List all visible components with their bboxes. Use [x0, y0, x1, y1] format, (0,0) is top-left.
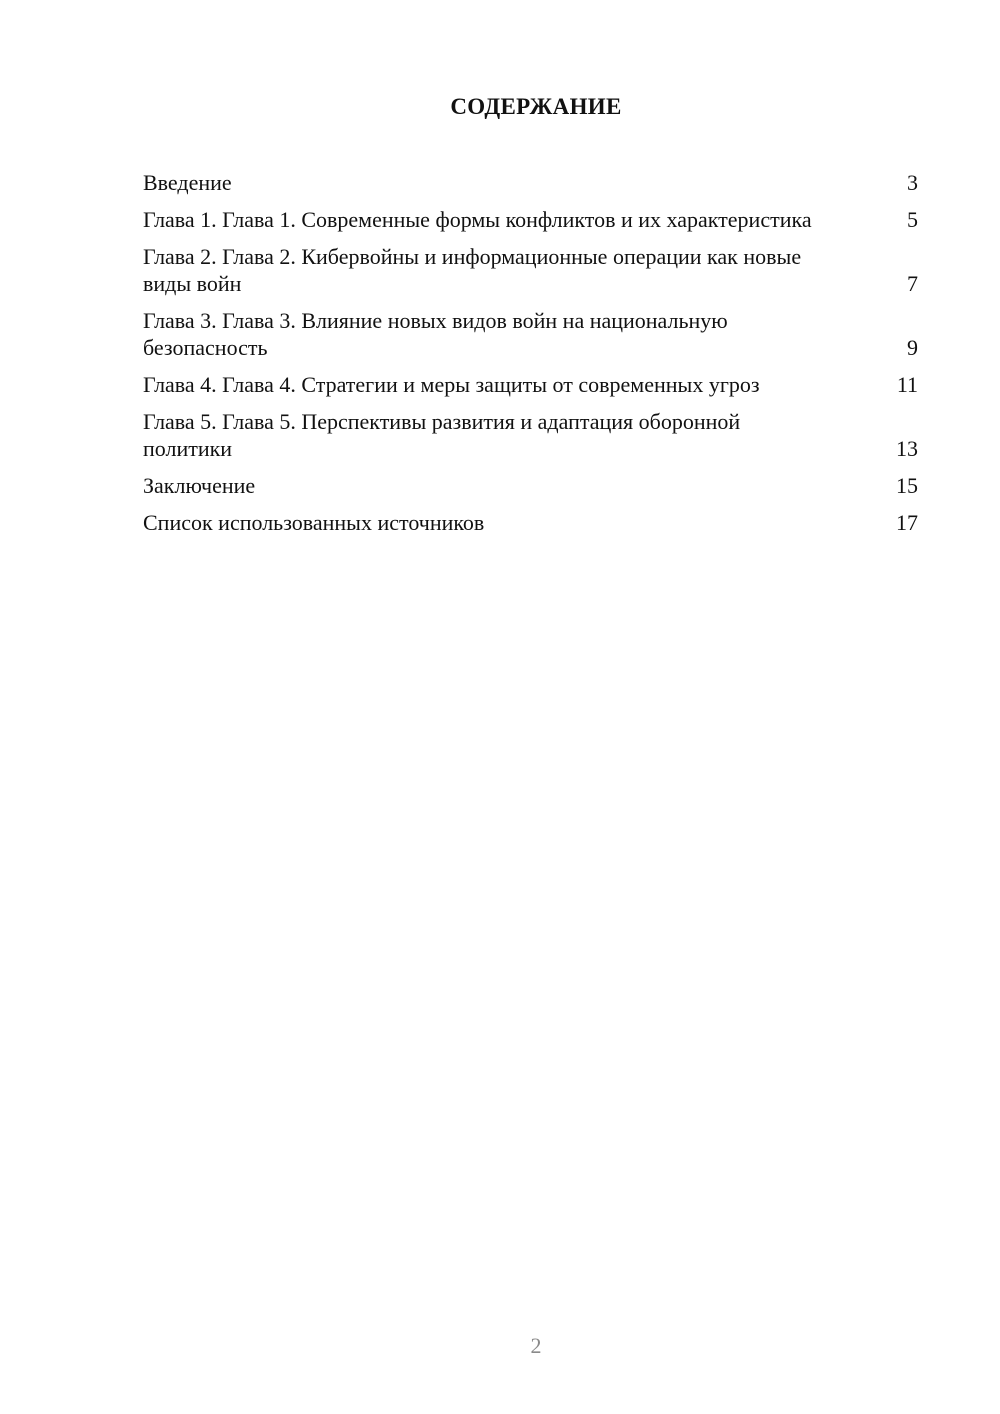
- toc-entry-chapter-5[interactable]: [143, 408, 918, 462]
- toc-entry-text: Глава 1. Глава 1. Современные формы конфликтов и их характеристика: [143, 207, 812, 232]
- toc-entry-page: 15: [896, 473, 918, 498]
- toc-entry-text: Заключение: [143, 473, 256, 498]
- toc-entry-text: Введение: [143, 170, 232, 195]
- toc-entry-page: 13: [896, 436, 918, 461]
- toc-entry-conclusion[interactable]: [143, 472, 918, 499]
- toc-entry-page: 7: [907, 271, 918, 296]
- toc-entry-page: 9: [907, 335, 918, 360]
- toc-entry-chapter-1[interactable]: [143, 206, 918, 233]
- toc-entry-page: 3: [907, 170, 918, 195]
- toc-entry-page: 11: [896, 372, 918, 397]
- toc-entry-introduction[interactable]: [143, 169, 918, 196]
- toc-entry-page: 17: [896, 510, 918, 535]
- toc-entry-text: Глава 3. Глава 3. Влияние новых видов войн на национальную безопасность: [143, 308, 728, 360]
- toc-entry-chapter-4[interactable]: [143, 371, 918, 398]
- table-of-contents: [143, 169, 918, 546]
- toc-title: СОДЕРЖАНИЕ: [450, 94, 622, 119]
- page-number: 2: [530, 1333, 542, 1358]
- toc-entry-text: Список использованных источников: [143, 510, 485, 535]
- toc-entry-chapter-2[interactable]: [143, 243, 918, 297]
- toc-entry-text: Глава 2. Глава 2. Кибервойны и информационные операции как новые виды войн: [143, 244, 802, 296]
- toc-entry-page: 5: [907, 207, 918, 232]
- toc-entry-text: Глава 5. Глава 5. Перспективы развития и адаптация оборонной политики: [143, 409, 741, 461]
- toc-entry-text: Глава 4. Глава 4. Стратегии и меры защиты от современных угроз: [143, 372, 760, 397]
- toc-entry-chapter-3[interactable]: [143, 307, 918, 361]
- toc-entry-references[interactable]: [143, 509, 918, 536]
